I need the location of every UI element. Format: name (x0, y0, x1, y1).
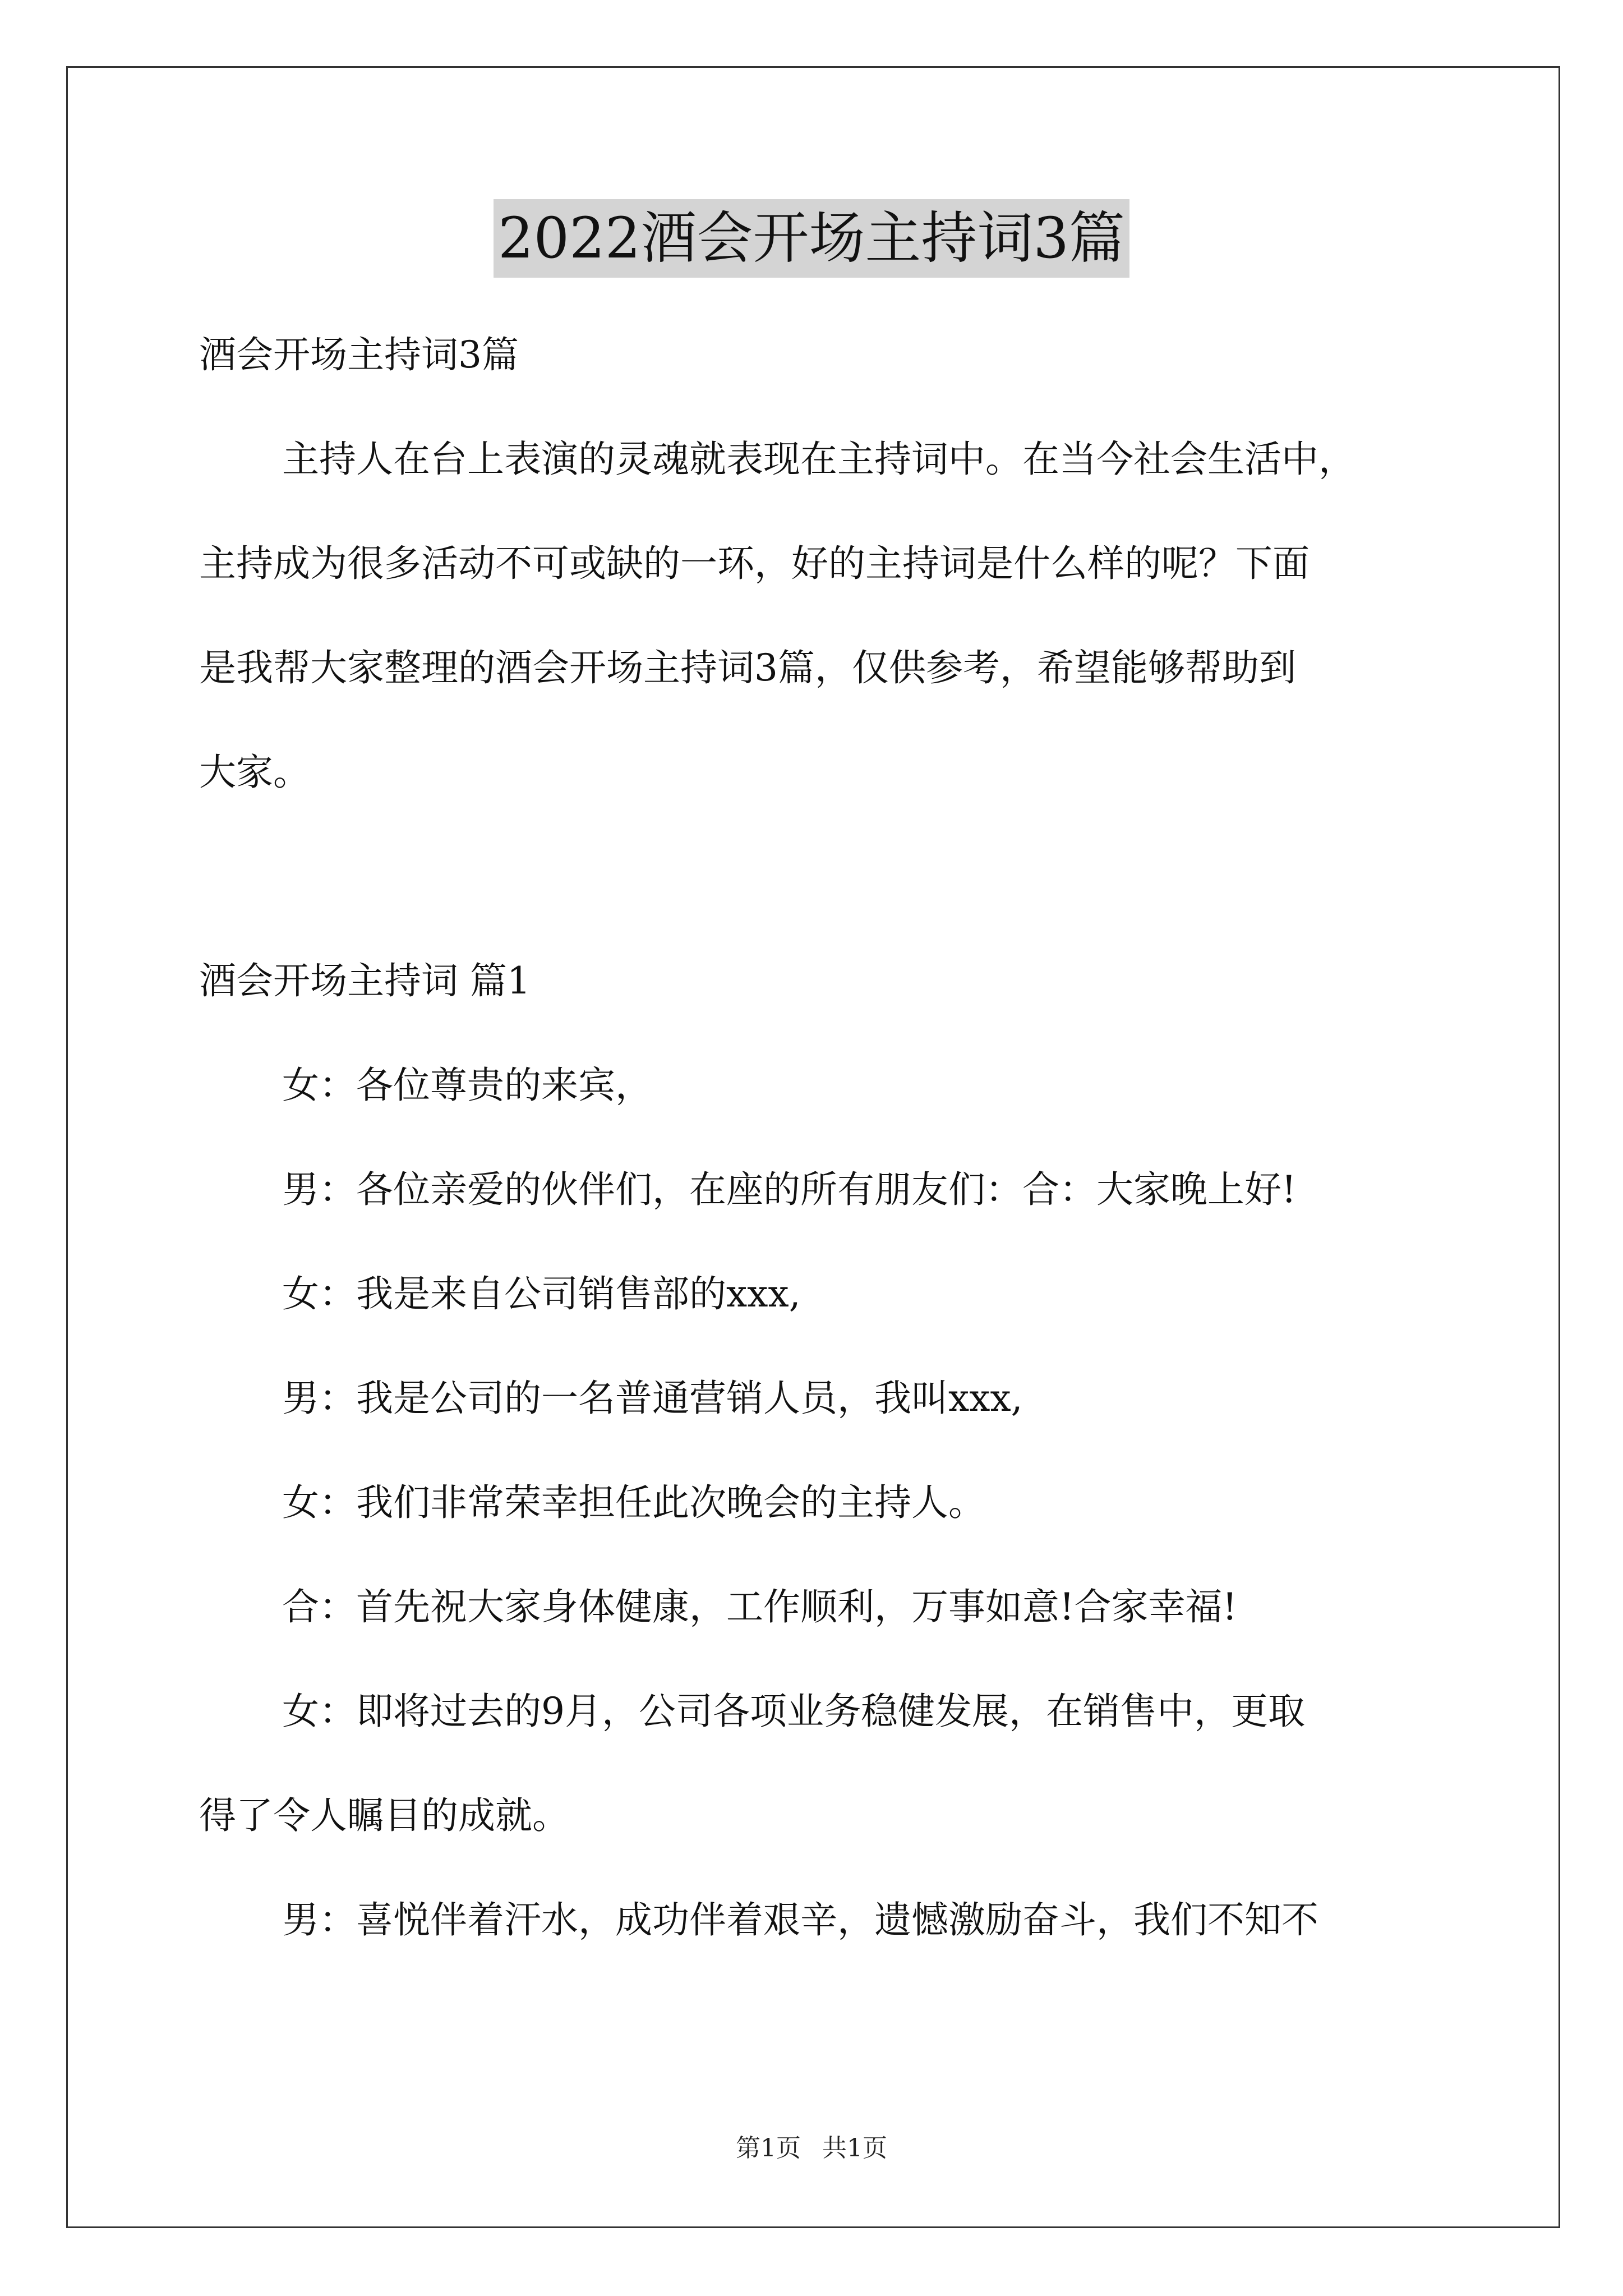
page-number-total: 共1页 (822, 2134, 887, 2162)
page-footer (0, 2132, 1623, 2165)
dialogue-line: 女：各位尊贵的来宾， (282, 1064, 652, 1107)
paragraph-gap (199, 825, 1450, 929)
dialogue-line: 得了令人瞩目的成就。 (199, 1794, 569, 1837)
title-container (0, 199, 1623, 278)
dialogue-line: 合：首先祝大家身体健康，工作顺利，万事如意!合家幸福! (282, 1585, 1238, 1628)
dialogue-line: 女：即将过去的9月，公司各项业务稳健发展，在销售中，更取 (282, 1690, 1305, 1733)
intro-line: 主持成为很多活动不可或缺的一环，好的主持词是什么样的呢？下面 (199, 542, 1310, 585)
page-number-current: 第1页 (736, 2134, 801, 2162)
intro-line: 主持人在台上表演的灵魂就表现在主持词中。在当今社会生活中， (282, 438, 1355, 481)
document-body (199, 303, 1450, 1972)
dialogue-line: 男：喜悦伴着汗水，成功伴着艰辛，遗憾激励奋斗，我们不知不 (282, 1898, 1318, 1941)
document-title: 2022酒会开场主持词3篇 (494, 199, 1129, 278)
intro-line: 大家。 (199, 751, 310, 794)
section-heading: 酒会开场主持词 篇1 (199, 959, 531, 1002)
dialogue-line: 女：我是来自公司销售部的xxx, (282, 1272, 801, 1315)
dialogue-line: 男：各位亲爱的伙伴们，在座的所有朋友们：合：大家晚上好! (282, 1168, 1297, 1211)
dialogue-line: 男：我是公司的一名普通营销人员，我叫xxx, (282, 1377, 1023, 1420)
dialogue-line: 女：我们非常荣幸担任此次晚会的主持人。 (282, 1481, 985, 1524)
intro-line: 是我帮大家整理的酒会开场主持词3篇，仅供参考，希望能够帮助到 (199, 646, 1296, 689)
document-subtitle: 酒会开场主持词3篇 (199, 333, 519, 376)
